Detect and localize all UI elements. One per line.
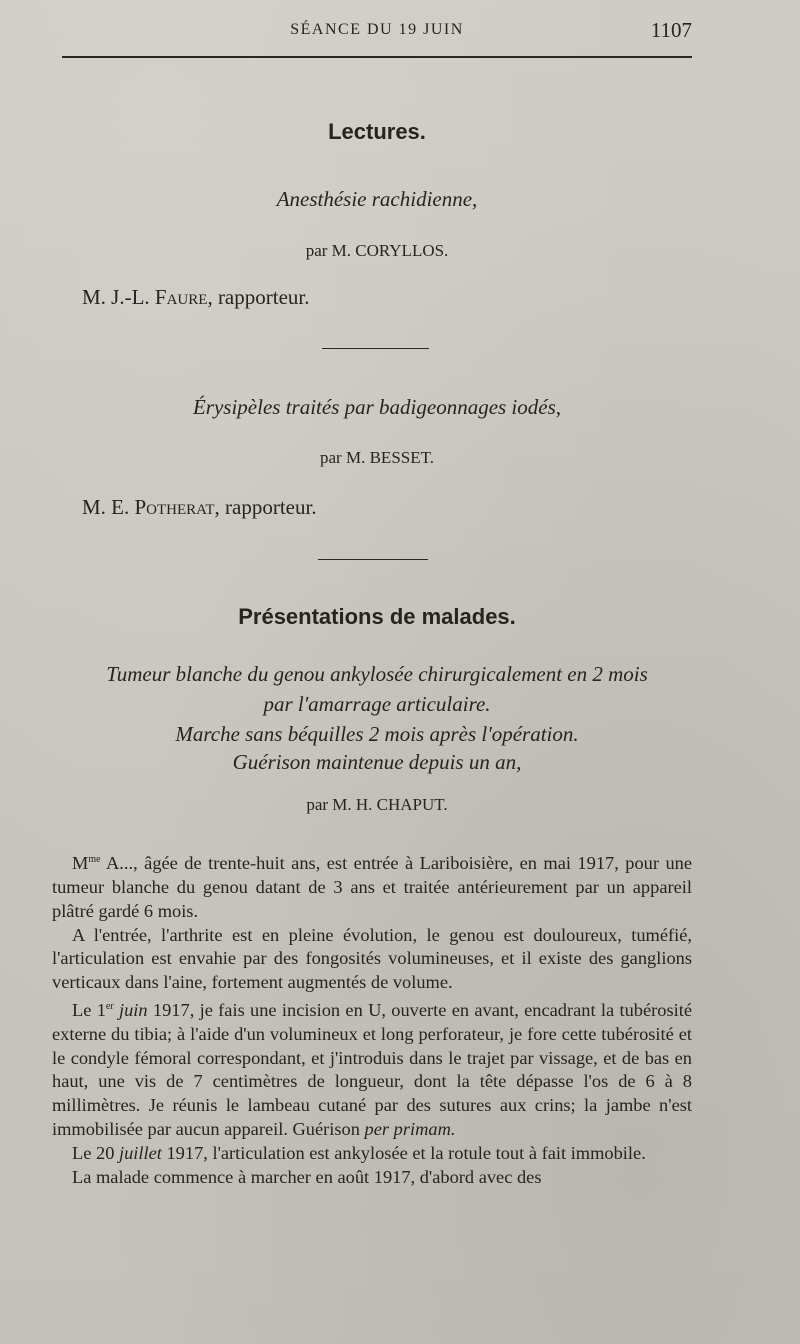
section-heading-presentations: Présentations de malades.: [238, 604, 516, 629]
case-byline-chaput: par M. H. CHAPUT.: [306, 795, 448, 814]
separator-rule: [322, 348, 429, 349]
section-heading-lectures: Lectures.: [328, 119, 426, 144]
case-title-line: Tumeur blanche du genou ankylosée chirurgicalement en 2 mois: [106, 662, 648, 686]
reporter-line-faure: M. J.-L. Faure, rapporteur.: [82, 285, 310, 309]
reporter-name-faure: Faure: [154, 285, 208, 309]
page-number: 1107: [650, 18, 692, 42]
separator-rule: [318, 559, 428, 560]
article-byline-besset: par M. BESSET.: [320, 448, 434, 467]
paragraph: $M^{me}$ A..., âgée de trente-huit ans, est entrée à Lariboisière, en mai 1917, pour une tumeur blanche du genou datant de 3 ans et traitée antérieurement par un appareil plâtré gardé 6 mois.: [52, 853, 692, 921]
case-title-line: Marche sans béquilles 2 mois après l'opération.: [175, 722, 579, 746]
paragraph: La malade commence à marcher en août 1917, d'abord avec des: [72, 1166, 542, 1187]
body-text: [52, 848, 692, 1189]
paragraph: A l'entrée, l'arthrite est en pleine évolution, le genou est douloureux, tuméfié, l'articulation est envahie par des fongosités volumineuses, et il existe des ganglions verticaux dans l'aine, fortement augmentés de volume.: [52, 924, 692, 993]
header-rule: [62, 56, 692, 58]
case-title-line: Guérison maintenue depuis un an,: [232, 750, 522, 774]
paragraph: Le 20 juillet 1917, l'articulation est ankylosée et la rotule tout à fait immobile.: [72, 1142, 646, 1163]
reporter-line-potherat: M. E. Potherat, rapporteur.: [82, 495, 317, 519]
case-title-line: par l'amarrage articulaire.: [263, 692, 491, 716]
running-head: [62, 18, 692, 44]
article-title-anesthesie: Anesthésie rachidienne,: [276, 187, 478, 211]
running-head-title: SÉANCE DU 19 JUIN: [290, 21, 464, 38]
reporter-name-potherat: Potherat: [134, 495, 215, 519]
paragraph: Le 1er juin 1917, je fais une incision en U, ouverte en avant, encadrant la tubérosité externe du tibia; à l'aide d'un volumineux et long perforateur, je fore cette tubérosité et le condyle fémoral correspondant, et j'introduis dans le trajet par vissage, et de bas en haut, une vis de 7 centimètres de longueur, dont la tête dépasse l'os de 6 à 8 millimètres. Je réunis le lambeau cutané par des sutures aux crins; la jambe n'est immobilisée par aucun appareil. Guérison per primam.: [52, 1000, 692, 1140]
article-byline-coryllos: par M. CORYLLOS.: [305, 241, 449, 260]
article-title-erysipeles: Érysipèles traités par badigeonnages iodés,: [192, 395, 562, 419]
